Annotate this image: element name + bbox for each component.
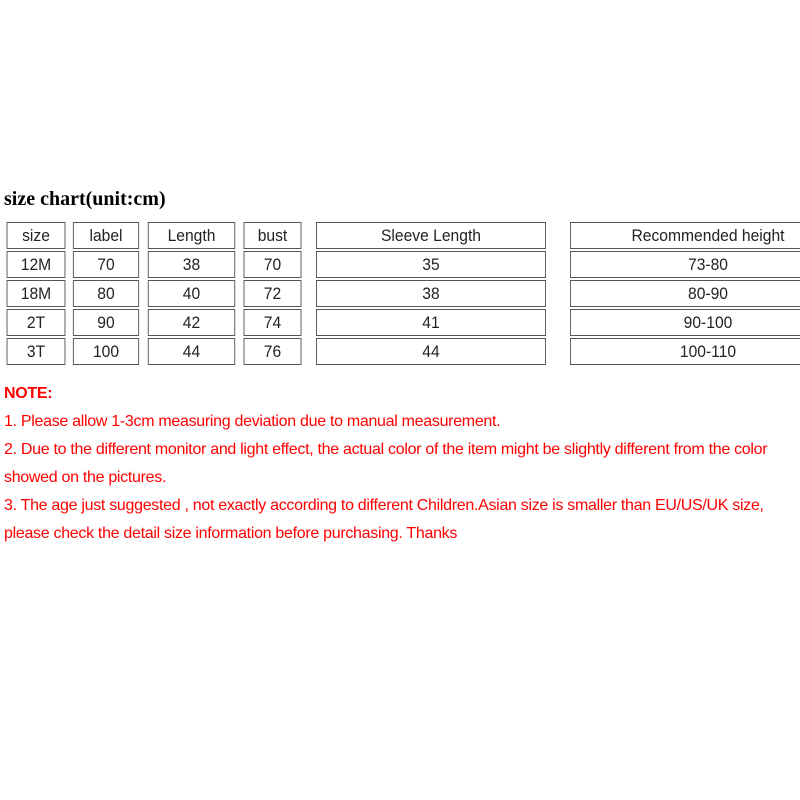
note-item-color: 2. Due to the different monitor and light effect, the actual color of the item might be slightly different from the color showed on the pictures.	[4, 441, 768, 486]
table-cell: 74	[244, 309, 302, 336]
table-row	[4, 280, 800, 307]
table-row	[4, 251, 800, 278]
table-cell: 38	[316, 280, 546, 307]
table-cell: 41	[316, 309, 546, 336]
table-cell: 18M	[7, 280, 66, 307]
table-cell: 38	[148, 251, 235, 278]
header-cell-recommended-height: Recommended height	[570, 222, 800, 249]
table-cell: 73-80	[570, 251, 800, 278]
table-cell: 70	[73, 251, 139, 278]
table-cell: 44	[148, 338, 235, 365]
header-cell-sleeve-length: Sleeve Length	[316, 222, 546, 249]
table-cell: 80	[73, 280, 139, 307]
table-cell: 12M	[7, 251, 66, 278]
size-chart-title: size chart(unit:cm)	[4, 188, 166, 210]
table-cell: 90-100	[570, 309, 800, 336]
table-cell: 72	[244, 280, 302, 307]
table-cell: 100	[73, 338, 139, 365]
header-cell-size: size	[7, 222, 66, 249]
table-cell: 35	[316, 251, 546, 278]
table-row	[4, 338, 800, 365]
table-cell: 42	[148, 309, 235, 336]
notes-section	[4, 380, 794, 548]
table-row	[4, 309, 800, 336]
header-cell-length: Length	[148, 222, 235, 249]
table-cell: 70	[244, 251, 302, 278]
table-cell: 90	[73, 309, 139, 336]
table-cell: 100-110	[570, 338, 800, 365]
note-item-measurement: 1. Please allow 1-3cm measuring deviation due to manual measurement.	[4, 413, 501, 430]
table-header-row	[4, 222, 800, 249]
table-cell: 3T	[7, 338, 66, 365]
header-cell-bust: bust	[244, 222, 302, 249]
table-cell: 80-90	[570, 280, 800, 307]
header-cell-label: label	[73, 222, 139, 249]
size-table	[2, 220, 800, 367]
table-cell: 40	[148, 280, 235, 307]
note-heading: NOTE:	[4, 385, 53, 402]
table-cell: 44	[316, 338, 546, 365]
note-item-size: 3. The age just suggested , not exactly according to different Children.Asian size is smaller than EU/US/UK size, please check the detail size information before purchasing. Thanks	[4, 497, 764, 542]
table-cell: 2T	[7, 309, 66, 336]
table-cell: 76	[244, 338, 302, 365]
